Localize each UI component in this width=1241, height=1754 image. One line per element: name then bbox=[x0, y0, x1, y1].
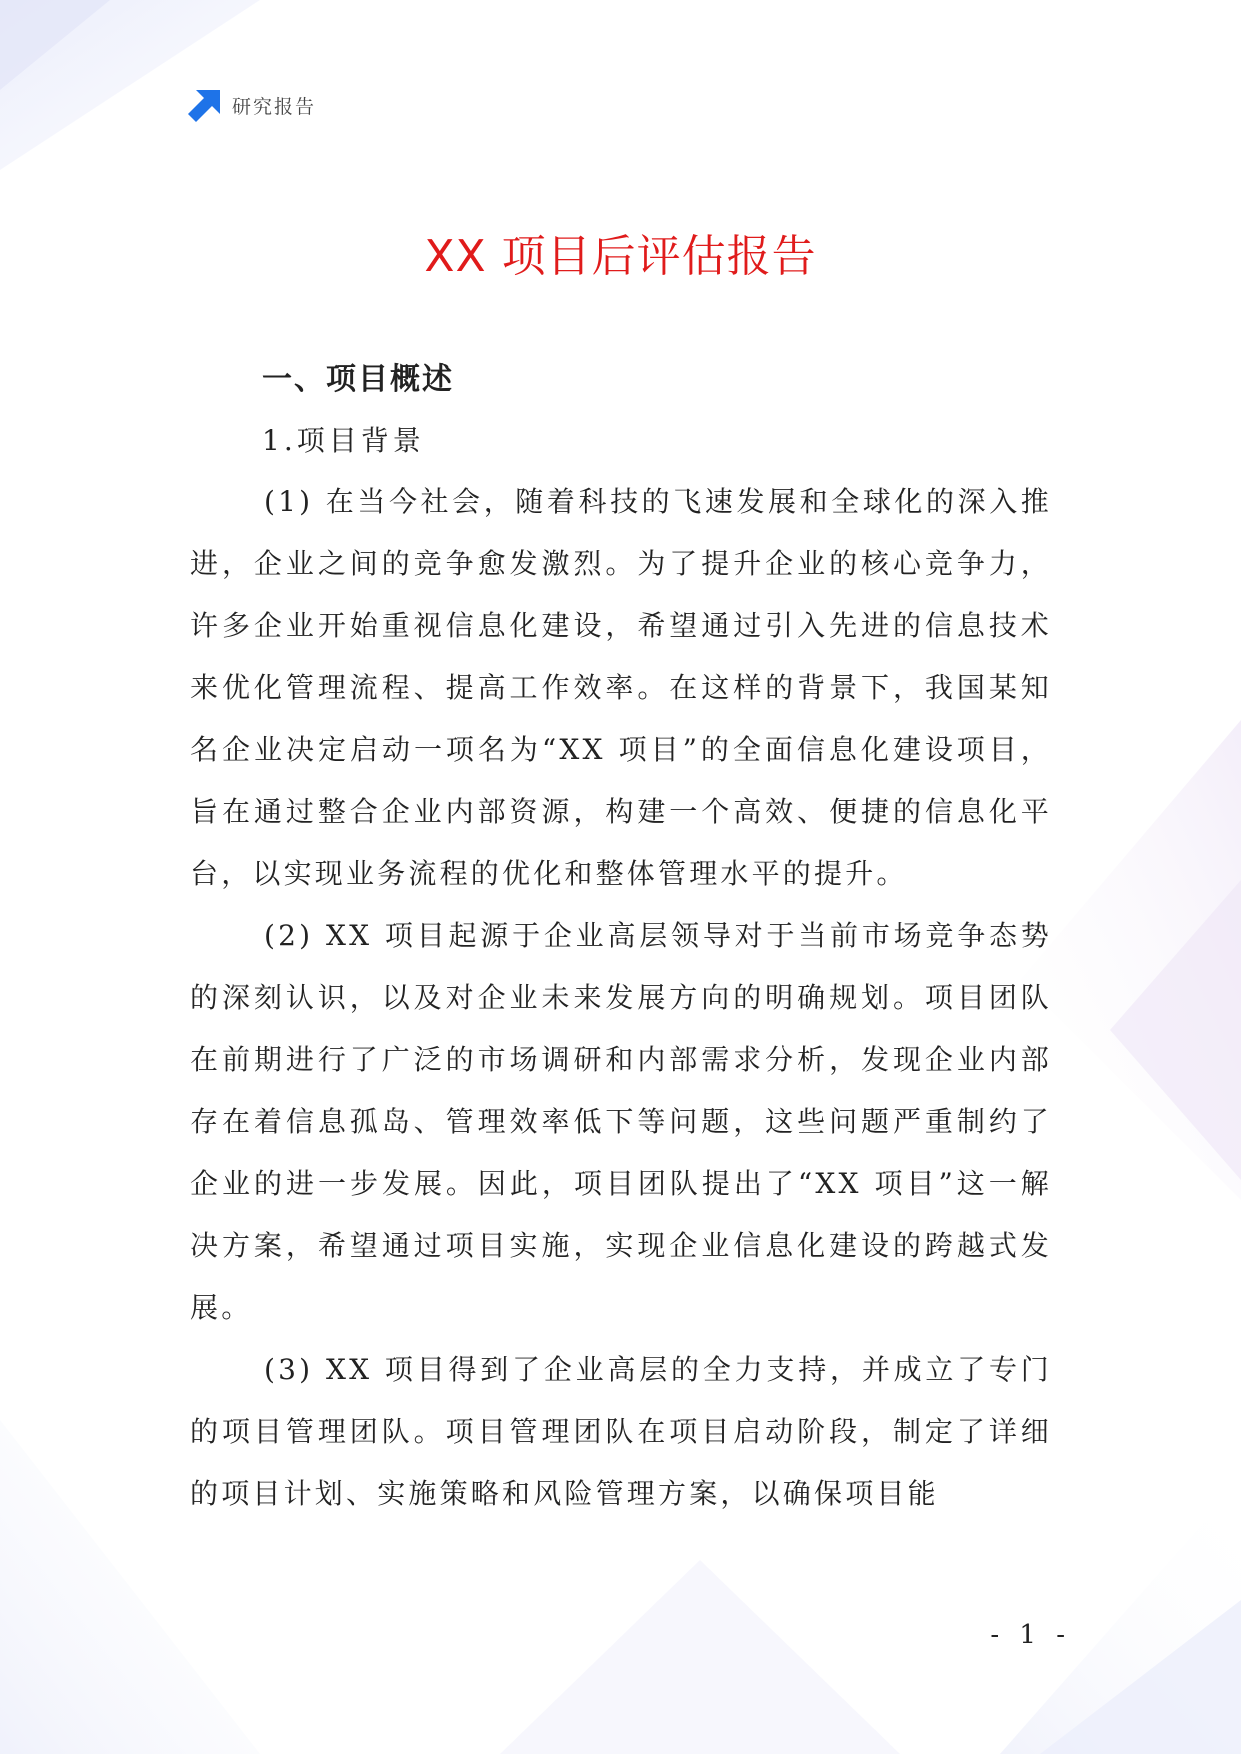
page-header bbox=[188, 88, 316, 122]
paragraph-1: (1) 在当今社会，随着科技的飞速发展和全球化的深入推进，企业之间的竞争愈发激烈。为了提升企业的核心竞争力，许多企业开始重视信息化建设，希望通过引入先进的信息技术来优化管理流程、提高工作效率。在这样的背景下，我国某知名企业决定启动一项名为“XX 项目”的全面信息化建设项目，旨在通过整合企业内部资源，构建一个高效、便捷的信息化平台，以实现业务流程的优化和整体管理水平的提升。 bbox=[190, 485, 1052, 890]
arrow-up-right-icon bbox=[188, 88, 222, 122]
paragraph-3: (3) XX 项目得到了企业高层的全力支持，并成立了专门的项目管理团队。项目管理团队在项目启动阶段，制定了详细的项目计划、实施策略和风险管理方案，以确保项目能 bbox=[190, 1353, 1052, 1510]
header-label: 研究报告 bbox=[232, 95, 317, 118]
document-body bbox=[190, 355, 1052, 1525]
paragraph-2: (2) XX 项目起源于企业高层领导对于当前市场竞争态势的深刻认识，以及对企业未来发展方向的明确规划。项目团队在前期进行了广泛的市场调研和内部需求分析，发现企业内部存在着信息孤岛、管理效率低下等问题，这些问题严重制约了企业的进一步发展。因此，项目团队提出了“XX 项目”这一解决方案，希望通过项目实施，实现企业信息化建设的跨越式发展。 bbox=[190, 919, 1052, 1324]
section-heading: 一、项目概述 bbox=[262, 362, 454, 397]
document-title: XX 项目后评估报告 bbox=[424, 231, 817, 282]
subsection-heading: 1.项目背景 bbox=[262, 424, 425, 457]
page-number: - 1 - bbox=[990, 1620, 1071, 1650]
